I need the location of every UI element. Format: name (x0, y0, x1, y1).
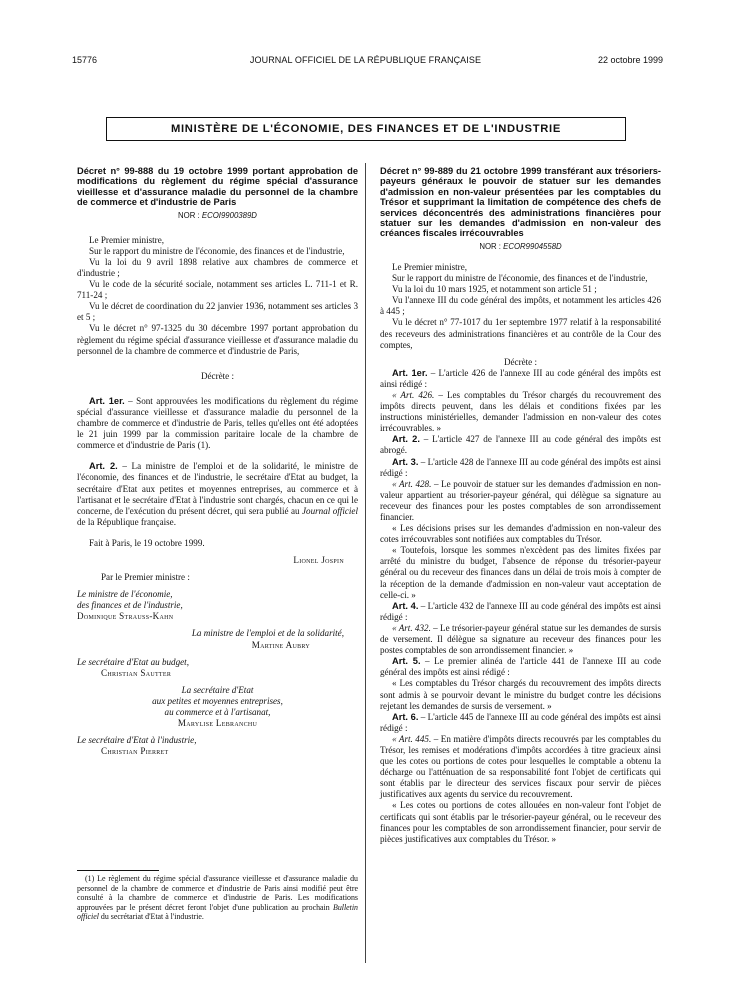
decree-title: Décret n° 99-889 du 21 octobre 1999 transférant aux trésoriers-payeurs généraux le pouvoir de statuer sur les demandes d'admission en non-valeur présentées par les comptables du Trésor et supprimant la limitation de compétence des chefs de services déconcentrés des administrations financières pour statuer sur les demandes d'admission en non-valeur des créances fiscales irrécouvrables (380, 166, 661, 239)
footnote (77, 874, 358, 922)
preamble-line: Vu l'annexe III du code général des impôts, et notamment les articles 426 à 445 ; (380, 295, 661, 317)
article-label: Art. 6. (392, 711, 419, 722)
page-number: 15776 (72, 55, 98, 65)
preamble-line: Vu le décret de coordination du 22 janvier 1936, notamment ses articles 3 et 5 ; (77, 301, 358, 323)
preamble-line: Vu le code de la sécurité sociale, notamment ses articles L. 711-1 et R. 711-24 ; (77, 279, 358, 301)
quoted-article-text: – Les comptables du Trésor chargés du recouvrement des impôts directs peuvent, dans les délais et conditions fixées par les instructions ministérielles, demander l'admission en non-valeur des cotes irrécouvrables. » (380, 389, 661, 434)
article-paragraph (380, 656, 661, 678)
quoted-article-text: – Le trésorier-payeur général statue sur les demandes de sursis de versement. Il délègue sa signature au receveur des finances pour les postes comptables de son arrondissement financier. » (380, 622, 661, 656)
article-text: – La ministre de l'emploi et de la solidarité, le ministre de l'économie, des finances et de l'industrie, le secrétaire d'Etat au budget, la secrétaire d'Etat aux petites et moyennes entreprises, au commerce et à l'artisanat et le secrétaire d'Etat à l'industrie sont chargés, chacun en ce qui le concerne, de l'exécution du présent décret, qui sera publié au (77, 461, 359, 516)
article-text: – L'article 432 de l'annexe III au code général des impôts est ainsi rédigé : (380, 600, 661, 622)
footnote-text: (1) Le règlement du régime spécial d'assurance vieillesse et d'assurance maladie du personnel de la chambre de commerce et d'industrie de Paris ainsi modifié peut être consulté à la chambre de commerce et d'industrie de Paris. Les modifications approuvées par le présent décret feront l'objet d'une publication au prochain (77, 874, 358, 912)
article-paragraph (77, 461, 358, 528)
quoted-article (380, 390, 661, 434)
article-text: de la République française. (77, 516, 176, 527)
signature-premier-ministre: Lionel Jospin (293, 554, 344, 565)
role-secretaire-industrie: Le secrétaire d'Etat à l'industrie, (77, 735, 197, 746)
article-paragraph (380, 712, 661, 734)
quoted-article (380, 479, 661, 523)
role-ministre-economie: des finances et de l'industrie, (77, 600, 183, 611)
left-column (77, 166, 358, 757)
quoted-paragraph: « Les décisions prises sur les demandes d'admission en non-valeur des cotes irrécouvrables sont notifiées aux comptables du Trésor. (380, 523, 661, 545)
ministry-banner: MINISTÈRE DE L'ÉCONOMIE, DES FINANCES ET DE L'INDUSTRIE (106, 117, 626, 141)
signature-secretaire-budget: Christian Sautter (101, 667, 172, 678)
signature-ministre-economie: Dominique Strauss-Kahn (77, 611, 174, 622)
bulletin-officiel-ref: Bulletin officiel (77, 902, 358, 922)
quoted-article-text: – Le pouvoir de statuer sur les demandes d'admission en non-valeur appartient au trésorier-payeur général, qui délègue sa signature au receveur des finances pour les postes comptables de son arrondissement financier. (380, 478, 661, 522)
preamble-line: Vu la loi du 9 avril 1898 relative aux chambres de commerce et d'industrie ; (77, 256, 358, 278)
preamble-line: Vu le décret n° 77-1017 du 1er septembre 1977 relatif à la responsabilité des receveurs des administrations financières et au contrôle de la Cour des comptes, (380, 317, 661, 350)
preamble-line: Sur le rapport du ministre de l'économie, des finances et de l'industrie, (89, 245, 345, 256)
par-premier-ministre: Par le Premier ministre : (101, 572, 190, 583)
footnote-rule (77, 870, 159, 871)
role-secretaire-pme: au commerce et à l'artisanat, (164, 707, 271, 717)
column-divider (365, 163, 366, 963)
quoted-paragraph: « Toutefois, lorsque les sommes n'excèdent pas des limites fixées par arrêté du ministre du budget, l'absence de réponse du trésorier-payeur général ou du receveur des finances dans un délai de trois mois à compter de la réception de la demande d'admission en non-valeur vaut acceptation de celle-ci. » (380, 545, 661, 600)
preamble-line: Le Premier ministre, (89, 234, 165, 245)
quoted-article-label: « Art. 445. (392, 733, 432, 744)
role-ministre-emploi: La ministre de l'emploi et de la solidarité, (191, 628, 344, 639)
article-label: Art. 4. (392, 600, 419, 611)
quoted-article-label: « Art. 432. (392, 622, 431, 633)
issue-date: 22 octobre 1999 (597, 55, 663, 65)
signature-secretaire-industrie: Christian Pierret (101, 746, 169, 757)
quoted-paragraph: « Les comptables du Trésor chargés du recouvrement des impôts directs sont admis à se pourvoir devant le ministre du budget contre les décisions rejetant les demandes de sursis de versement. » (380, 678, 661, 711)
article-paragraph (380, 457, 661, 479)
preamble-line: Le Premier ministre, (392, 261, 468, 272)
nor-label: NOR : (479, 241, 501, 251)
signature-secretaire-pme: Marylise Lebranchu (177, 718, 258, 729)
article-text: – L'article 427 de l'annexe III au code général des impôts est abrogé. (380, 434, 661, 456)
article-text: – Le premier alinéa de l'article 441 de l'annexe III au code général des impôts est ainsi rédigé : (380, 656, 661, 678)
article-label: Art. 1er. (392, 367, 428, 378)
quoted-paragraph: « Les cotes ou portions de cotes allouées en non-valeur font l'objet de certificats qui sont établis par le trésorier-payeur général, ou le receveur des finances pour les comptables de son arrondissement financier, pour servir de pièces justificatives aux comptables du Trésor. » (380, 800, 661, 844)
role-secretaire-pme: La secrétaire d'Etat (181, 684, 254, 695)
article-text: – Sont approuvées les modifications du règlement du régime spécial d'assurance vieillesse et d'assurance maladie du personnel de la chambre de commerce et d'industrie de Paris, telles qu'elles ont été adoptées le 21 juin 1999 par la commission paritaire locale de la chambre de commerce et d'industrie de Paris (1). (77, 395, 358, 451)
article-text: – L'article 445 de l'annexe III au code général des impôts est ainsi rédigé : (380, 711, 661, 733)
nor-label: NOR : (178, 210, 200, 220)
article-paragraph (380, 601, 661, 623)
role-secretaire-pme: aux petites et moyennes entreprises, (152, 695, 283, 706)
article-paragraph (380, 434, 661, 456)
signature-ministre-emploi: Martine Aubry (251, 639, 310, 650)
article-paragraph (77, 396, 358, 451)
article-text: – L'article 426 de l'annexe III au code général des impôts est ainsi rédigé : (380, 367, 662, 389)
nor-reference (77, 210, 358, 221)
nor-reference (380, 241, 661, 252)
quoted-article-text: – En matière d'impôts directs recouvrés par les comptables du Trésor, les remises et modérations d'impôts accordées à titre gracieux ainsi que les cotes ou portions de cotes pour lesquelles le comptable a obtenu la décharge ou l'atténuation de sa responsabilité font l'objet de certificats qui sont établis par le directeur des services fiscaux pour servir de pièces justificatives aux agents du service du recouvrement. (380, 733, 661, 800)
footnote-text: du secrétariat d'Etat à l'industrie. (98, 912, 204, 922)
journal-officiel-ref: Journal officiel (302, 505, 358, 516)
decrete-heading: Décrète : (200, 370, 235, 381)
nor-code: ECOR9904558D (503, 241, 562, 251)
decrete-heading: Décrète : (503, 356, 538, 367)
right-column (380, 166, 661, 845)
article-label: Art. 3. (392, 456, 419, 467)
quoted-article (380, 734, 661, 801)
journal-title: JOURNAL OFFICIEL DE LA RÉPUBLIQUE FRANÇAISE (249, 55, 482, 65)
preamble-line: Sur le rapport du ministre de l'économie, des finances et de l'industrie, (392, 273, 648, 284)
decree-title: Décret n° 99-888 du 19 octobre 1999 portant approbation de modifications du règlement du régime spécial d'assurance vieillesse et d'assurance maladie du personnel de la chambre de commerce et d'industrie de Paris (77, 166, 358, 208)
quoted-article-label: « Art. 426. (392, 389, 435, 400)
article-label: Art. 2. (392, 434, 420, 445)
article-paragraph (380, 368, 661, 390)
preamble-line: Vu le décret n° 97-1325 du 30 décembre 1997 portant approbation du règlement du régime spécial d'assurance vieillesse et d'assurance maladie du personnel de la chambre de commerce et d'industrie de Paris, (77, 323, 358, 356)
quoted-article (380, 623, 661, 656)
article-label: Art. 1er. (89, 395, 125, 406)
role-ministre-economie: Le ministre de l'économie, (77, 589, 173, 600)
preamble-line: Vu la loi du 10 mars 1925, et notamment son article 51 ; (392, 284, 597, 295)
signing-place-date: Fait à Paris, le 19 octobre 1999. (89, 537, 205, 548)
article-label: Art. 2. (89, 461, 118, 472)
article-text: – L'article 428 de l'annexe III au code général des impôts est ainsi rédigé : (380, 456, 661, 478)
nor-code: ECOI9900389D (201, 210, 257, 220)
role-secretaire-budget: Le secrétaire d'Etat au budget, (77, 656, 189, 667)
quoted-article-label: « Art. 428. (392, 478, 432, 489)
article-label: Art. 5. (392, 656, 421, 667)
